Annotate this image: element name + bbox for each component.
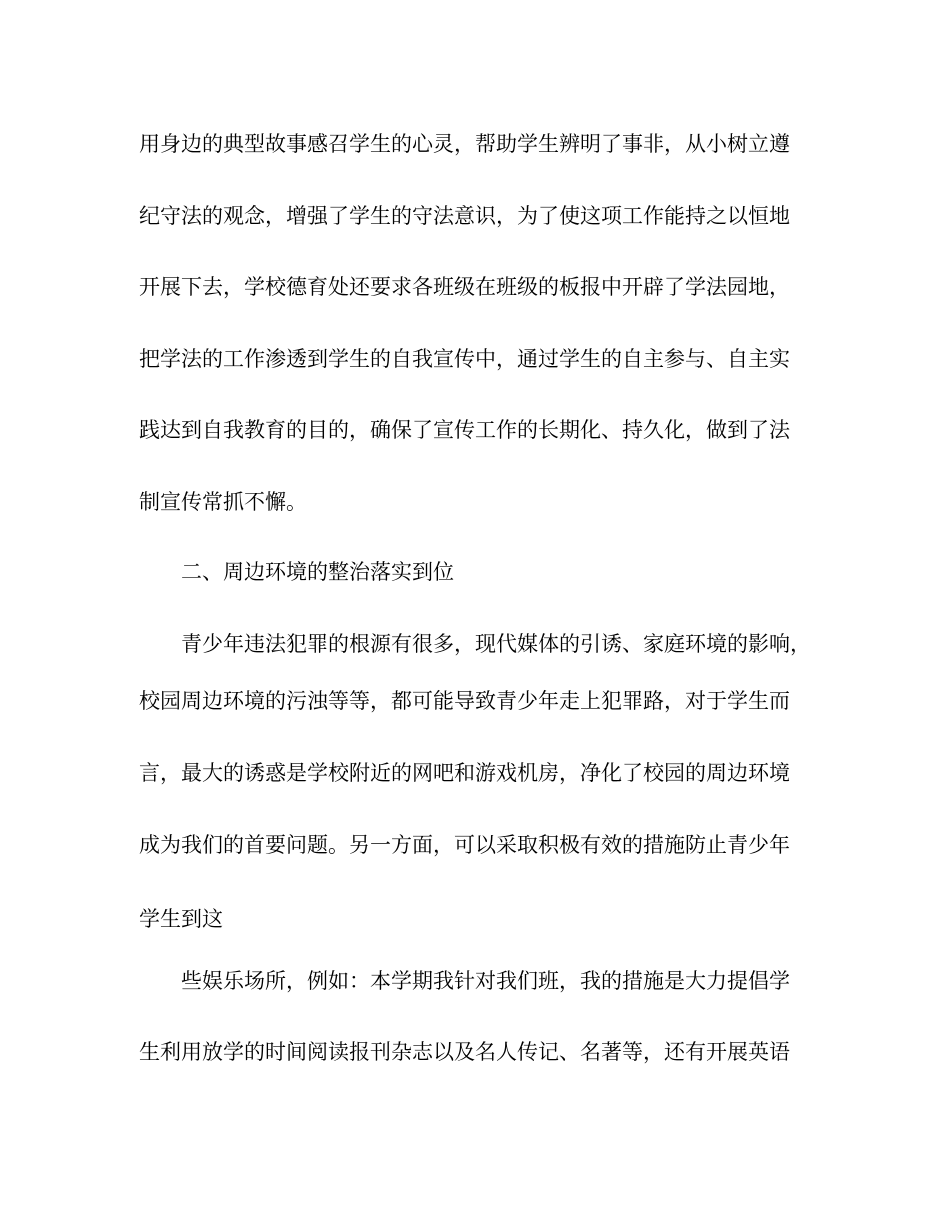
paragraph-line: 用身边的典型故事感召学生的心灵，帮助学生辨明了事非，从小树立遵 xyxy=(139,132,790,156)
paragraph-line: 些娱乐场所，例如：本学期我针对我们班，我的措施是大力提倡学 xyxy=(181,969,790,993)
paragraph-line: 校园周边环境的污浊等等，都可能导致青少年走上犯罪路，对于学生而 xyxy=(139,689,790,713)
paragraph-line: 开展下去，学校德育处还要求各班级在班级的板报中开辟了学法园地， xyxy=(139,275,790,299)
paragraph-line: 言，最大的诱惑是学校附近的网吧和游戏机房，净化了校园的周边环境 xyxy=(139,761,790,785)
paragraph-line: 青少年违法犯罪的根源有很多，现代媒体的引诱、家庭环境的影响， xyxy=(181,632,811,656)
section-heading: 二、周边环境的整治落实到位 xyxy=(181,560,454,584)
paragraph-line: 制宣传常抓不懈。 xyxy=(139,490,307,514)
paragraph-line: 生利用放学的时间阅读报刊杂志以及名人传记、名著等，还有开展英语 xyxy=(139,1040,790,1064)
paragraph-line: 成为我们的首要问题。另一方面，可以采取积极有效的措施防止青少年 xyxy=(139,833,790,857)
paragraph-line: 践达到自我教育的目的，确保了宣传工作的长期化、持久化，做到了法 xyxy=(139,418,790,442)
paragraph-line: 学生到这 xyxy=(139,907,223,931)
paragraph-line: 纪守法的观念，增强了学生的守法意识，为了使这项工作能持之以恒地 xyxy=(139,204,790,228)
paragraph-line: 把学法的工作渗透到学生的自我宣传中，通过学生的自主参与、自主实 xyxy=(139,347,790,371)
